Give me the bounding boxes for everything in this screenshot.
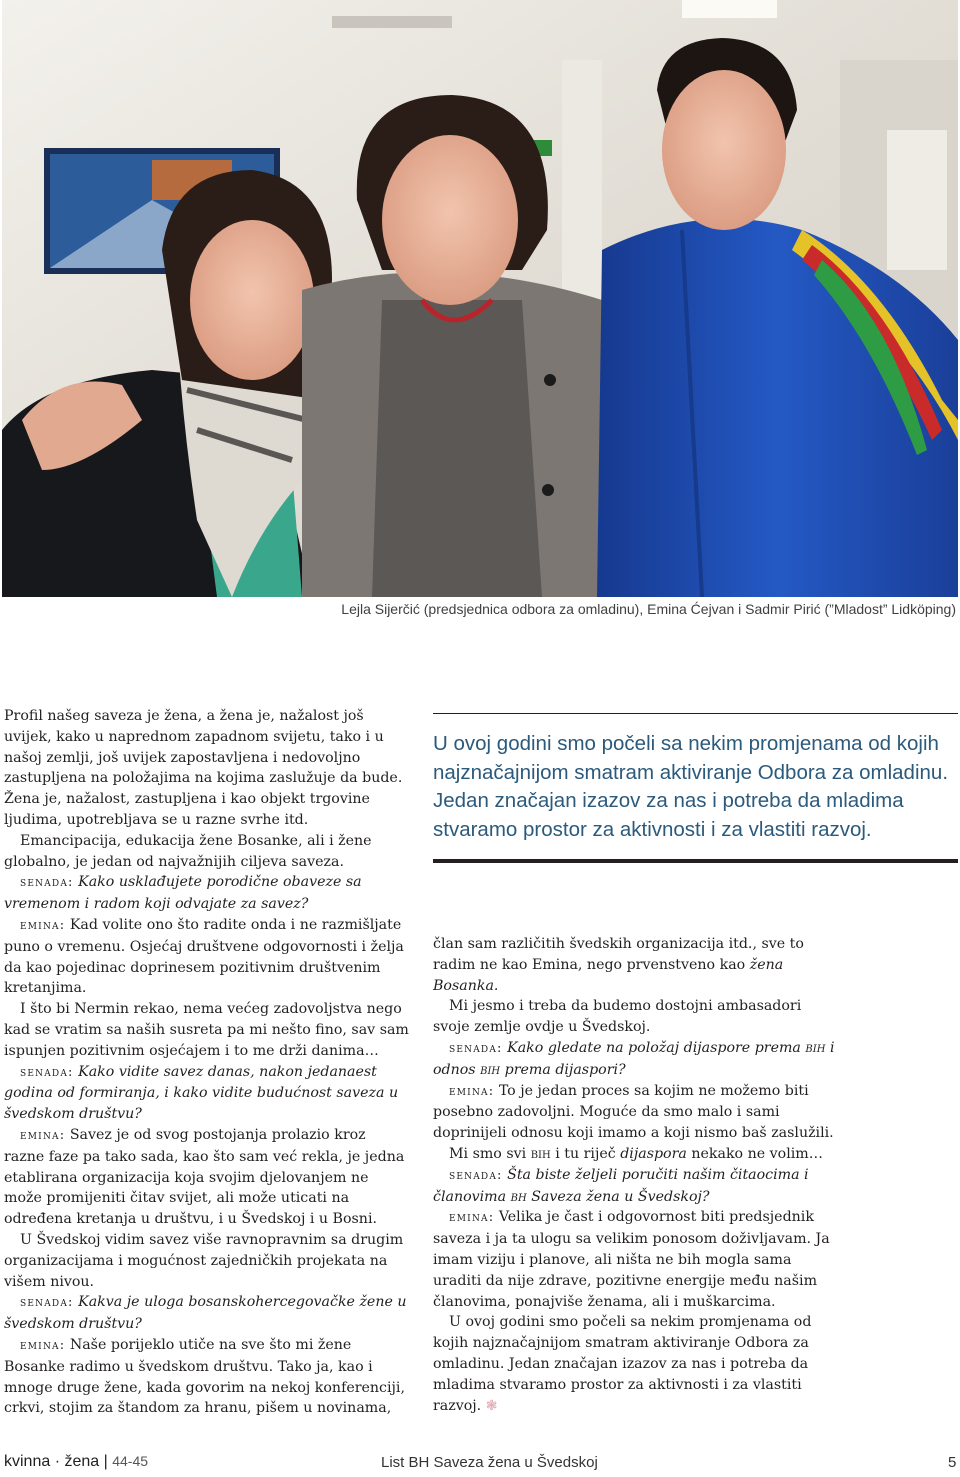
answer-text: Savez je od svog postojanja prolazio kroz razne faze pa tako sada, kao što sam već rekla, je jedna etablirana organizacija koja svojim djelovanjem ne može promijeniti čitav svijet, ali može uticati na određena kretanja u društvu, i u Švedskoj i u Bosni.	[4, 1126, 405, 1228]
interview-answer	[4, 1335, 409, 1419]
speaker-label: emina:	[20, 1127, 66, 1143]
question-text: Kakva je uloga bosanskohercegovačke žene u švedskom društvu?	[4, 1294, 407, 1333]
text-run: član sam različitih švedskih organizacija itd., sve to radim ne kao Emina, nego prvenstveno kao	[433, 936, 804, 973]
magazine-name: kvinna · žena	[4, 1453, 100, 1470]
paragraph	[433, 1144, 838, 1165]
speaker-label: senada:	[20, 875, 74, 891]
abbreviation: bh	[510, 1188, 527, 1205]
paragraph: I što bi Nermin rekao, nema većeg zadovoljstva nego kad se vratim sa naših susreta pa mi nešto fino, sav sam ispunjen pozitivnim osjećajem i to me drži danima…	[4, 1001, 409, 1059]
paragraph: Mi jesmo i treba da budemo dostojni ambasadori svoje zemlje ovdje u Švedskoj.	[433, 998, 802, 1036]
emphasis: dijaspora	[620, 1145, 687, 1162]
interview-question	[4, 1292, 409, 1335]
footer-separator: |	[103, 1453, 108, 1470]
speaker-label: senada:	[449, 1167, 503, 1183]
interview-question	[433, 1038, 838, 1081]
page-number: 5	[948, 1454, 957, 1471]
interview-question	[4, 1062, 409, 1125]
issue-pages: 44-45	[112, 1453, 149, 1469]
paragraph: Profil našeg saveza je žena, a žena je, nažalost još uvijek, kako u naprednom zapadnom svijetu, tako i u našoj zemlji, još uvijek zapostavljena i nedovoljno zastupljena na položajima na kojima zaslužuje da bude. Žena je, nažalost, zastupljena i kao objekt trgovine ljudima, upotrebljava se u razne svrhe itd.	[4, 708, 403, 828]
answer-text: Naše porijeklo utiče na sve što mi žene Bosanke radimo u švedskom društvu. Tako ja, kao i mnoge druge žene, kada govorim na nekoj konferenciji, crkvi, stojim za štandom za hranu, pišem u novinama,	[4, 1336, 405, 1417]
abbreviation: bih	[530, 1145, 551, 1162]
page-footer	[0, 1448, 960, 1477]
article-column-right	[433, 934, 838, 1416]
text-run: Kako gledate na položaj dijaspore prema	[507, 1039, 806, 1056]
text-run: nekako ne volim…	[686, 1145, 823, 1162]
interview-answer	[4, 915, 409, 999]
speaker-label: emina:	[20, 917, 66, 933]
text-run: prema dijaspori?	[500, 1061, 626, 1078]
speaker-label: emina:	[20, 1337, 66, 1353]
text-run: U ovoj godini smo počeli sa nekim promjenama od kojih najznačajnijom smatram aktiviranje Odbora za omladinu. Jedan značajan izazov za nas i potreba da mladima stvaramo prostor za aktivnosti i za vlastiti razvoj.	[433, 1314, 812, 1414]
publication-name: List BH Saveza žena u Švedskoj	[381, 1454, 598, 1471]
flower-icon: ❃	[485, 1397, 498, 1414]
paragraph	[433, 1312, 838, 1416]
answer-text: Velika je čast i odgovornost biti predsjednik saveza i ja ta ulogu sa velikim ponosom doživljavam. Ja imam viziju i planove, ali ništa ne bih mogla sama uraditi da nije zdrave, pozitivne energije među našim članovima, ponajviše ženama, ali i muškarcima.	[433, 1209, 830, 1310]
answer-text: To je jedan proces sa kojim ne možemo biti posebno zadovoljni. Moguće da smo malo i sami doprinijeli odnosu koji imamo a koji nismo baš zaslužili.	[433, 1082, 834, 1142]
pull-quote-bottom-rule	[433, 859, 958, 863]
photo-caption: Lejla Sijerčić (predsjednica odbora za omladinu), Emina Ćejvan i Sadmir Pirić (”Mladost” Lidköping)	[341, 601, 956, 617]
speaker-label: senada:	[449, 1040, 503, 1056]
pull-quote-text: U ovoj godini smo počeli sa nekim promjenama od kojih najznačajnijom smatram aktiviranje Odbora za omladinu. Jedan značajan izazov za nas i potreba da mladima stvaramo prostor za aktivnosti i za vlastiti razvoj.	[433, 732, 949, 841]
speaker-label: senada:	[20, 1064, 74, 1080]
footer-brand	[4, 1453, 148, 1471]
text-run: i tu riječ	[550, 1145, 621, 1162]
answer-text: Kad volite ono što radite onda i ne razmišljate puno o vremenu. Osjećaj društvene odgovornosti i želja da kao pojedinac doprinesem pozitivnim društvenim kretanjima.	[4, 916, 404, 997]
interview-answer	[433, 1207, 838, 1312]
emphasis: žena Bosanka.	[433, 956, 784, 994]
interview-question	[4, 872, 409, 915]
paragraph	[433, 934, 838, 996]
speaker-label: emina:	[449, 1083, 495, 1099]
paragraph: Emancipacija, edukacija žene Bosanke, ali i žene globalno, je jedan od najvažnijih ciljeva saveza.	[4, 832, 372, 870]
abbreviation: bih	[480, 1061, 501, 1078]
text-run: i odnos	[433, 1039, 835, 1078]
paragraph: U Švedskoj vidim savez više ravnopravnim sa drugim organizacijama i mogućnost zajedničkih projekata na višem nivou.	[4, 1231, 404, 1290]
text-run: Saveza žena u Švedskoj?	[526, 1188, 710, 1205]
group-photo	[2, 0, 958, 597]
interview-answer	[4, 1125, 409, 1230]
speaker-label: senada:	[20, 1295, 74, 1311]
question-text: Kako vidite savez danas, nakon jedanaest godina od formiranja, i kako vidite budućnost saveza u švedskom društvu?	[4, 1063, 399, 1123]
article-column-left	[4, 706, 409, 1419]
text-run: Šta biste željeli poručiti našim čitaocima i članovima	[433, 1166, 809, 1205]
question-text: Kako usklađujete porodične obaveze sa vremenom i radom koji odvajate za savez?	[4, 874, 362, 913]
pull-quote-top-rule	[433, 713, 958, 714]
text-run: Mi smo svi	[449, 1145, 531, 1162]
pull-quote	[433, 713, 958, 863]
abbreviation: bih	[805, 1039, 826, 1056]
interview-question	[433, 1165, 838, 1208]
speaker-label: emina:	[449, 1210, 495, 1226]
interview-answer	[433, 1081, 838, 1144]
